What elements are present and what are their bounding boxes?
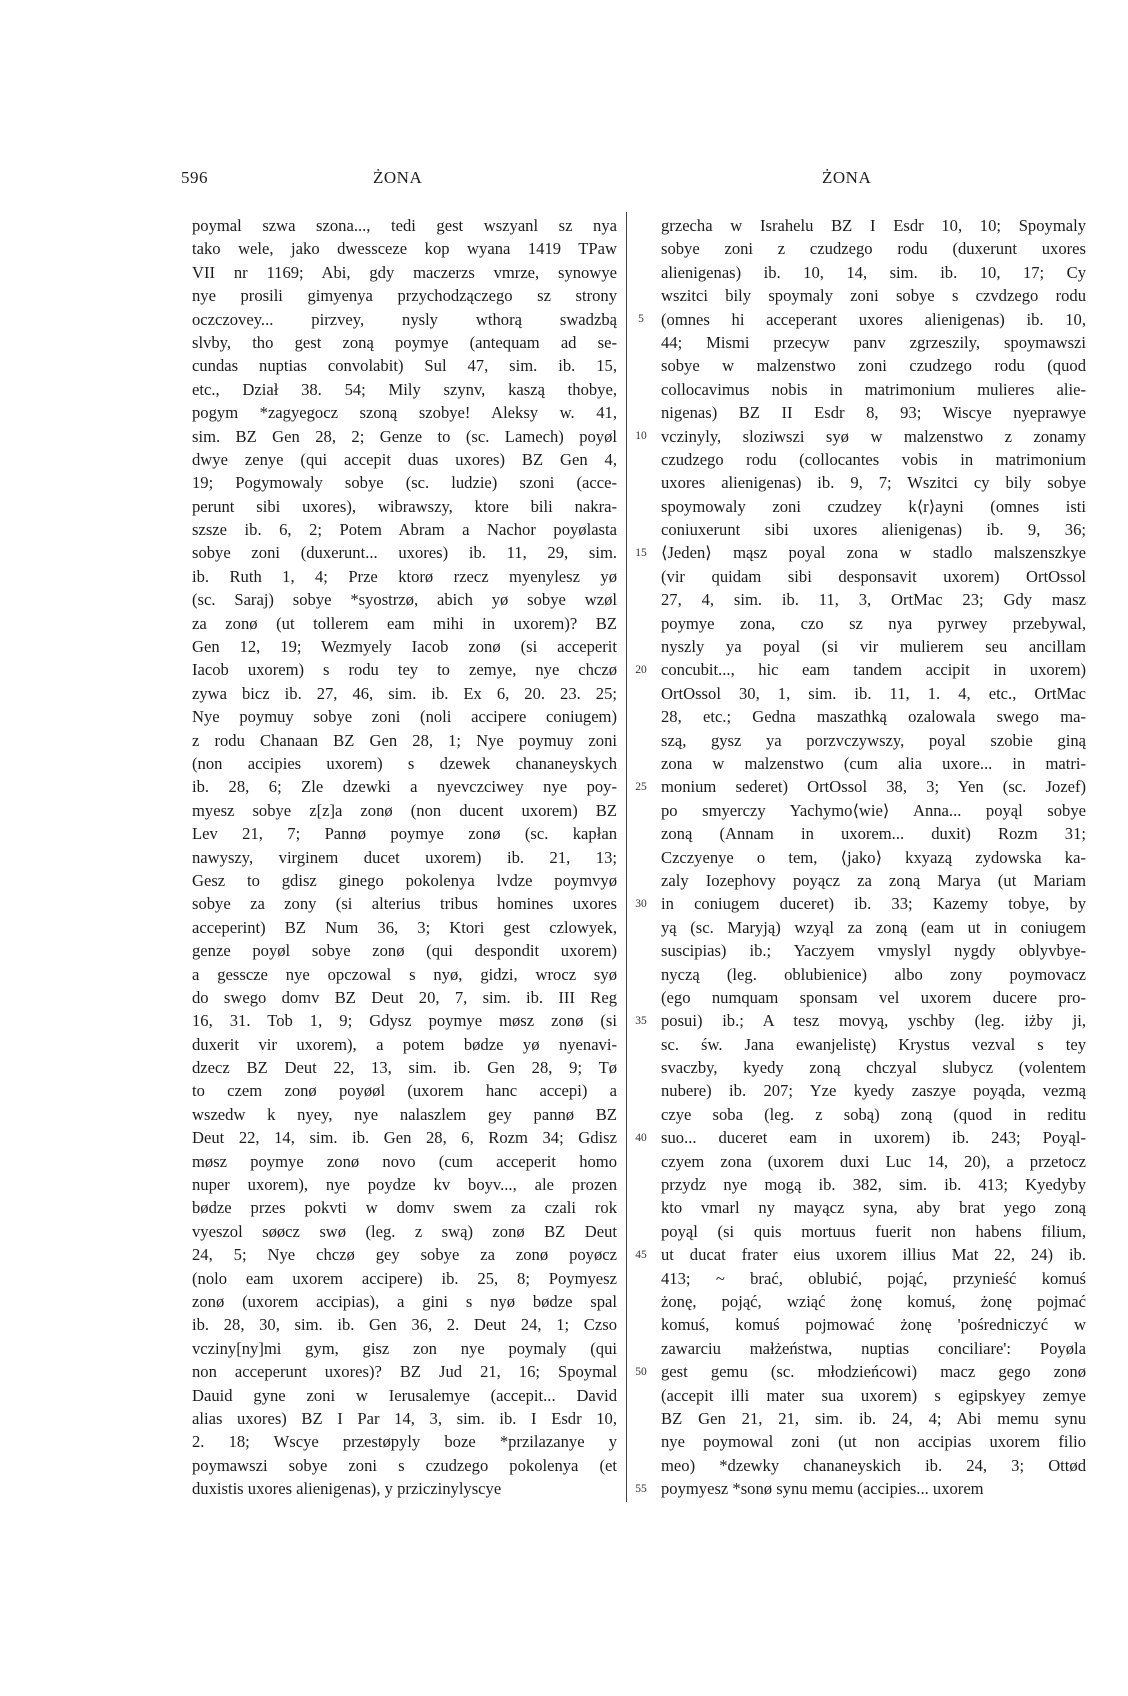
text-line: concubit..., hic eam tandem accipit in uxorem) [661,660,1086,680]
text-line: nye poymowal zoni (ut non accipias uxorem filio [661,1432,1086,1452]
text-line: to czem zonø poyøøl (uxorem hanc accepi) a [192,1081,617,1101]
text-line: wszedw k nyey, nye nalaszlem gey pannø BZ [192,1104,617,1124]
text-line: posui) ib.; A tesz movyą, yschby (leg. iżby ji, [661,1011,1086,1031]
text-line: vyeszol søøcz swø (leg. z swą) zonø BZ Deut [192,1221,617,1241]
text-line: komuś, komuś pojmować żonę 'pośredniczyć w [661,1315,1086,1335]
text-line: uxores alienigenas) ib. 9, 7; Wszitci cy bily sobye [661,473,1086,493]
text-line: Deut 22, 14, sim. ib. Gen 28, 6, Rozm 34; Gdisz [192,1128,617,1148]
text-line: do swego domv BZ Deut 20, 7, sim. ib. III Reg [192,987,617,1007]
text-line: grzecha w Israhelu BZ I Esdr 10, 10; Spoymaly [661,216,1086,235]
text-line: szą, gysz ya porzvczywszy, poyal szobie giną [661,730,1086,750]
text-line: pogym *zagyegocz szoną szobye! Aleksy w. 41, [192,403,617,423]
text-line: poymawszi sobye zoni s czudzego pokolenya (et [192,1455,617,1475]
text-line: oczczovey... pirzvey, nysly wthorą swadzbą [192,309,617,329]
text-line: myesz sobye z[z]a zonø (non ducent uxorem) BZ [192,800,617,820]
text-line: sobye zoni (duxerunt... uxores) ib. 11, 29, sim. [192,543,617,563]
text-line: nyczą (leg. oblubienice) albo zony poymovacz [661,964,1086,984]
text-line: vcziny[ny]mi gym, gisz zon nye poymaly (qui [192,1338,617,1358]
text-line: Gen 12, 19; Wezmyely Iacob zonø (si acceperit [192,637,617,657]
text-line: (ego numquam sponsam vel uxorem ducere pro- [661,987,1086,1007]
text-line: poymyesz *sonø synu memu (accipies... uxorem [661,1479,984,1499]
text-line: tako wele, jako dwessceze kop wyana 1419 TPaw [192,239,617,259]
text-line: yą (sc. Maryją) wzyąl za zoną (eam ut in coniugem [661,917,1086,937]
text-line: czye soba (leg. z sobą) zoną (quod in reditu [661,1104,1086,1124]
text-line: nubere) ib. 207; Yze kyedy zaszye poyąda, vezmą [661,1081,1086,1101]
text-line: przydz nye mogą ib. 382, sim. ib. 413; Kyedyby [661,1175,1086,1195]
text-line: 19; Pogymowaly sobye (sc. ludzie) szoni (acce- [192,473,617,493]
text-line: zoną (Annam in uxorem... duxit) Rozm 31; [661,824,1086,844]
text-line: monium sederet) OrtOssol 38, 3; Yen (sc. Jozef) [661,777,1086,797]
text-line: acceperint) BZ Num 36, 3; Ktori gest czlowyek, [192,917,617,937]
line-number: 20 [635,663,647,676]
left-column [192,214,617,1696]
text-line: meo) *dzewky chananeyskich ib. 24, 3; Ottød [661,1455,1086,1475]
text-line: coniuxerunt sibi uxores alienigenas) ib. 9, 36; [661,520,1086,540]
line-number: 35 [635,1014,647,1027]
text-line: a gesscze nye opczowal s nyø, gidzi, wrocz syø [192,964,617,984]
text-line: 16, 31. Tob 1, 9; Gdysz poymye møsz zonø (si [192,1011,617,1031]
text-line: ib. 28, 6; Zle dzewki a nyevczciwey nye poy- [192,777,617,797]
text-line: poyąl (si quis mortuus fuerit non habens filium, [661,1221,1086,1241]
text-line: czyem zona (uxorem duxi Luc 14, 20), a przetocz [661,1151,1086,1171]
line-number: 30 [635,897,647,910]
text-line: BZ Gen 21, 21, sim. ib. 24, 4; Abi memu synu [661,1408,1086,1428]
text-line: Lev 21, 7; Pannø poymye zonø (sc. kapłan [192,824,617,844]
text-line: 2. 18; Wscye przestøpyly boze *przilazanye y [192,1432,617,1452]
text-line: OrtOssol 30, 1, sim. ib. 11, 1. 4, etc., OrtMac [661,683,1086,703]
text-line: zonø (uxorem accipias), a gini s nyø bødze spal [192,1291,617,1311]
text-line: (non accipies uxorem) s dzewek chananeyskych [192,753,617,773]
text-line: møsz poymye zonø novo (cum acceperit homo [192,1151,617,1171]
text-line: alias uxores) BZ I Par 14, 3, sim. ib. I Esdr 10, [192,1408,617,1428]
text-line: 413; ~ brać, oblubić, pojąć, przynieść komuś [661,1268,1086,1288]
text-line: sc. św. Jana ewanjelistę) Krystus vezval s tey [661,1034,1086,1054]
text-line: poymal szwa szona..., tedi gest wszyanl sz nya [192,216,617,235]
text-line: 27, 4, sim. ib. 11, 3, OrtMac 23; Gdy masz [661,590,1086,610]
text-line: suscipias) ib.; Yaczyem vmyslyl nygdy oblyvbye- [661,941,1086,961]
text-line: dwye zenye (qui accepit duas uxores) BZ Gen 4, [192,449,617,469]
text-line: dzecz BZ Deut 22, 13, sim. ib. Gen 28, 9; Tø [192,1058,617,1078]
line-number: 15 [635,546,647,559]
text-line: in coniugem duceret) ib. 33; Kazemy tobye, by [661,894,1086,914]
text-line: poymye zona, czo sz nya pyrwey przebywal, [661,613,1086,633]
text-line: (omnes hi acceperant uxores alienigenas) ib. 10, [661,309,1086,329]
text-line: za zonø (ut tollerem eam mihi in uxorem)? BZ [192,613,617,633]
line-number: 45 [635,1248,647,1261]
running-head-right: ŻONA [822,168,872,187]
line-number: 10 [635,429,647,442]
text-line: szsze ib. 6, 2; Potem Abram a Nachor poyølasta [192,520,617,540]
page-number: 596 [181,168,208,187]
right-column [661,214,1086,1696]
text-line: (nolo eam uxorem accipere) ib. 25, 8; Poymyesz [192,1268,617,1288]
running-head-left: ŻONA [373,168,423,187]
text-line: zawarciu małżeństwa, nuptias conciliare': Poyøla [661,1338,1086,1358]
text-line: collocavimus nobis in matrimonium mulieres alie- [661,379,1086,399]
text-line: nawyszy, virginem ducet uxorem) ib. 21, 13; [192,847,617,867]
text-line: cundas nuptias convolabit) Sul 47, sim. ib. 15, [192,356,617,376]
text-line: zaly Iozephovy poyącz za zoną Marya (ut Mariam [661,870,1086,890]
text-line: Gesz to gdisz ginego pokolenya lvdze poymvyø [192,870,617,890]
text-line: ib. Ruth 1, 4; Prze ktorø rzecz myenylesz yø [192,566,617,586]
text-line: 24, 5; Nye chczø gey sobye za zonø poyøcz [192,1245,617,1265]
text-line: duxistis uxores alienigenas), y prziczinylyscye [192,1479,502,1499]
text-line: sobye zoni z czudzego rodu (duxerunt uxores [661,239,1086,259]
text-line: spoymowaly zoni czudzey k⟨r⟩ayni (omnes isti [661,496,1086,516]
line-number: 25 [635,780,647,793]
text-line: sobye za zony (si alterius tribus homines uxores [192,894,617,914]
line-number: 40 [635,1131,647,1144]
text-line: 28, etc.; Gedna maszathką ozalowala swego ma- [661,707,1086,727]
text-line: (accepit illi mater sua uxorem) s egipskyey zemye [661,1385,1086,1405]
text-line: nye prosili gimyenya przychodzączego sz strony [192,286,617,306]
text-line: ut ducat frater eius uxorem illius Mat 22, 24) ib. [661,1245,1086,1265]
text-line: zywa bicz ib. 27, 46, sim. ib. Ex 6, 20. 23. 25; [192,683,617,703]
text-line: nigenas) BZ II Esdr 8, 93; Wiscye nyeprawye [661,403,1086,423]
text-line: nyszly ya poyal (si vir mulierem seu ancillam [661,637,1086,657]
text-line: 44; Mismi przecyw panv zgrzeszily, spoymawszi [661,332,1086,352]
text-line: gest gemu (sc. młodzieńcowi) macz gego zonø [661,1362,1086,1382]
line-number: 5 [638,312,644,325]
text-line: żonę, pojąć, wziąć żonę komuś, żonę pojmać [661,1291,1086,1311]
text-line: ⟨Jeden⟩ mąsz poyal zona w stadlo malszenszkye [661,543,1086,563]
text-line: sobye w malzenstwo zoni czudzego rodu (quod [661,356,1086,376]
text-line: genze poyøl sobye zonø (qui despondit uxorem) [192,941,617,961]
text-line: (vir quidam sibi desponsavit uxorem) OrtOssol [661,566,1086,586]
text-line: zona w malzenstwo (cum alia uxore... in matri- [661,753,1086,773]
line-number: 55 [635,1482,647,1495]
text-line: Czczyenye o tem, ⟨jako⟩ kxyazą zydowska ka- [661,847,1086,867]
text-line: Iacob uxorem) s rodu tey to zemye, nye chczø [192,660,617,680]
text-line: non acceperunt uxores)? BZ Jud 21, 16; Spoymal [192,1362,617,1382]
text-line: bødze przes pokvti w domv swem za czali rok [192,1198,617,1218]
text-line: nuper uxorem), nye poydze kv boyv..., ale prozen [192,1175,617,1195]
text-line: ib. 28, 30, sim. ib. Gen 36, 2. Deut 24, 1; Czso [192,1315,617,1335]
text-line: (sc. Saraj) sobye *syostrzø, abich yø sobye wzøl [192,590,617,610]
column-divider [626,212,627,1502]
text-line: perunt sibi uxores), wibrawszy, ktore bili nakra- [192,496,617,516]
text-line: Dauid gyne zoni w Ierusalemye (accepit... David [192,1385,617,1405]
text-line: suo... duceret eam in uxorem) ib. 243; Poyąl- [661,1128,1086,1148]
text-line: slvby, tho gest zoną poymye (antequam ad se- [192,332,617,352]
text-line: VII nr 1169; Abi, gdy maczerzs vmrze, synowye [192,262,617,282]
text-line: wszitci bily spoymaly zoni sobye s czvdzego rodu [661,286,1086,306]
text-line: alienigenas) ib. 10, 14, sim. ib. 10, 17; Cy [661,262,1086,282]
text-line: z rodu Chanaan BZ Gen 28, 1; Nye poymuy zoni [192,730,617,750]
text-line: etc., Dział 38. 54; Mily szynv, kaszą thobye, [192,379,617,399]
text-line: svaczby, kyedy zoną chczyal slubycz (volentem [661,1058,1086,1078]
line-number: 50 [635,1365,647,1378]
text-line: kto vmarl ny mayącz syna, aby brat yego zoną [661,1198,1086,1218]
text-line: po smyerczy Yachymo⟨wie⟩ Anna... poyąl sobye [661,800,1086,820]
text-line: czudzego rodu (collocantes vobis in matrimonium [661,449,1086,469]
text-line: vczinyly, sloziwszi syø w malzenstwo z zonamy [661,426,1086,446]
text-line: sim. BZ Gen 28, 2; Genze to (sc. Lamech) poyøl [192,426,617,446]
text-line: duxerit vir uxorem), a potem bødze yø nyenavi- [192,1034,617,1054]
text-line: Nye poymuy sobye zoni (noli accipere coniugem) [192,707,617,727]
